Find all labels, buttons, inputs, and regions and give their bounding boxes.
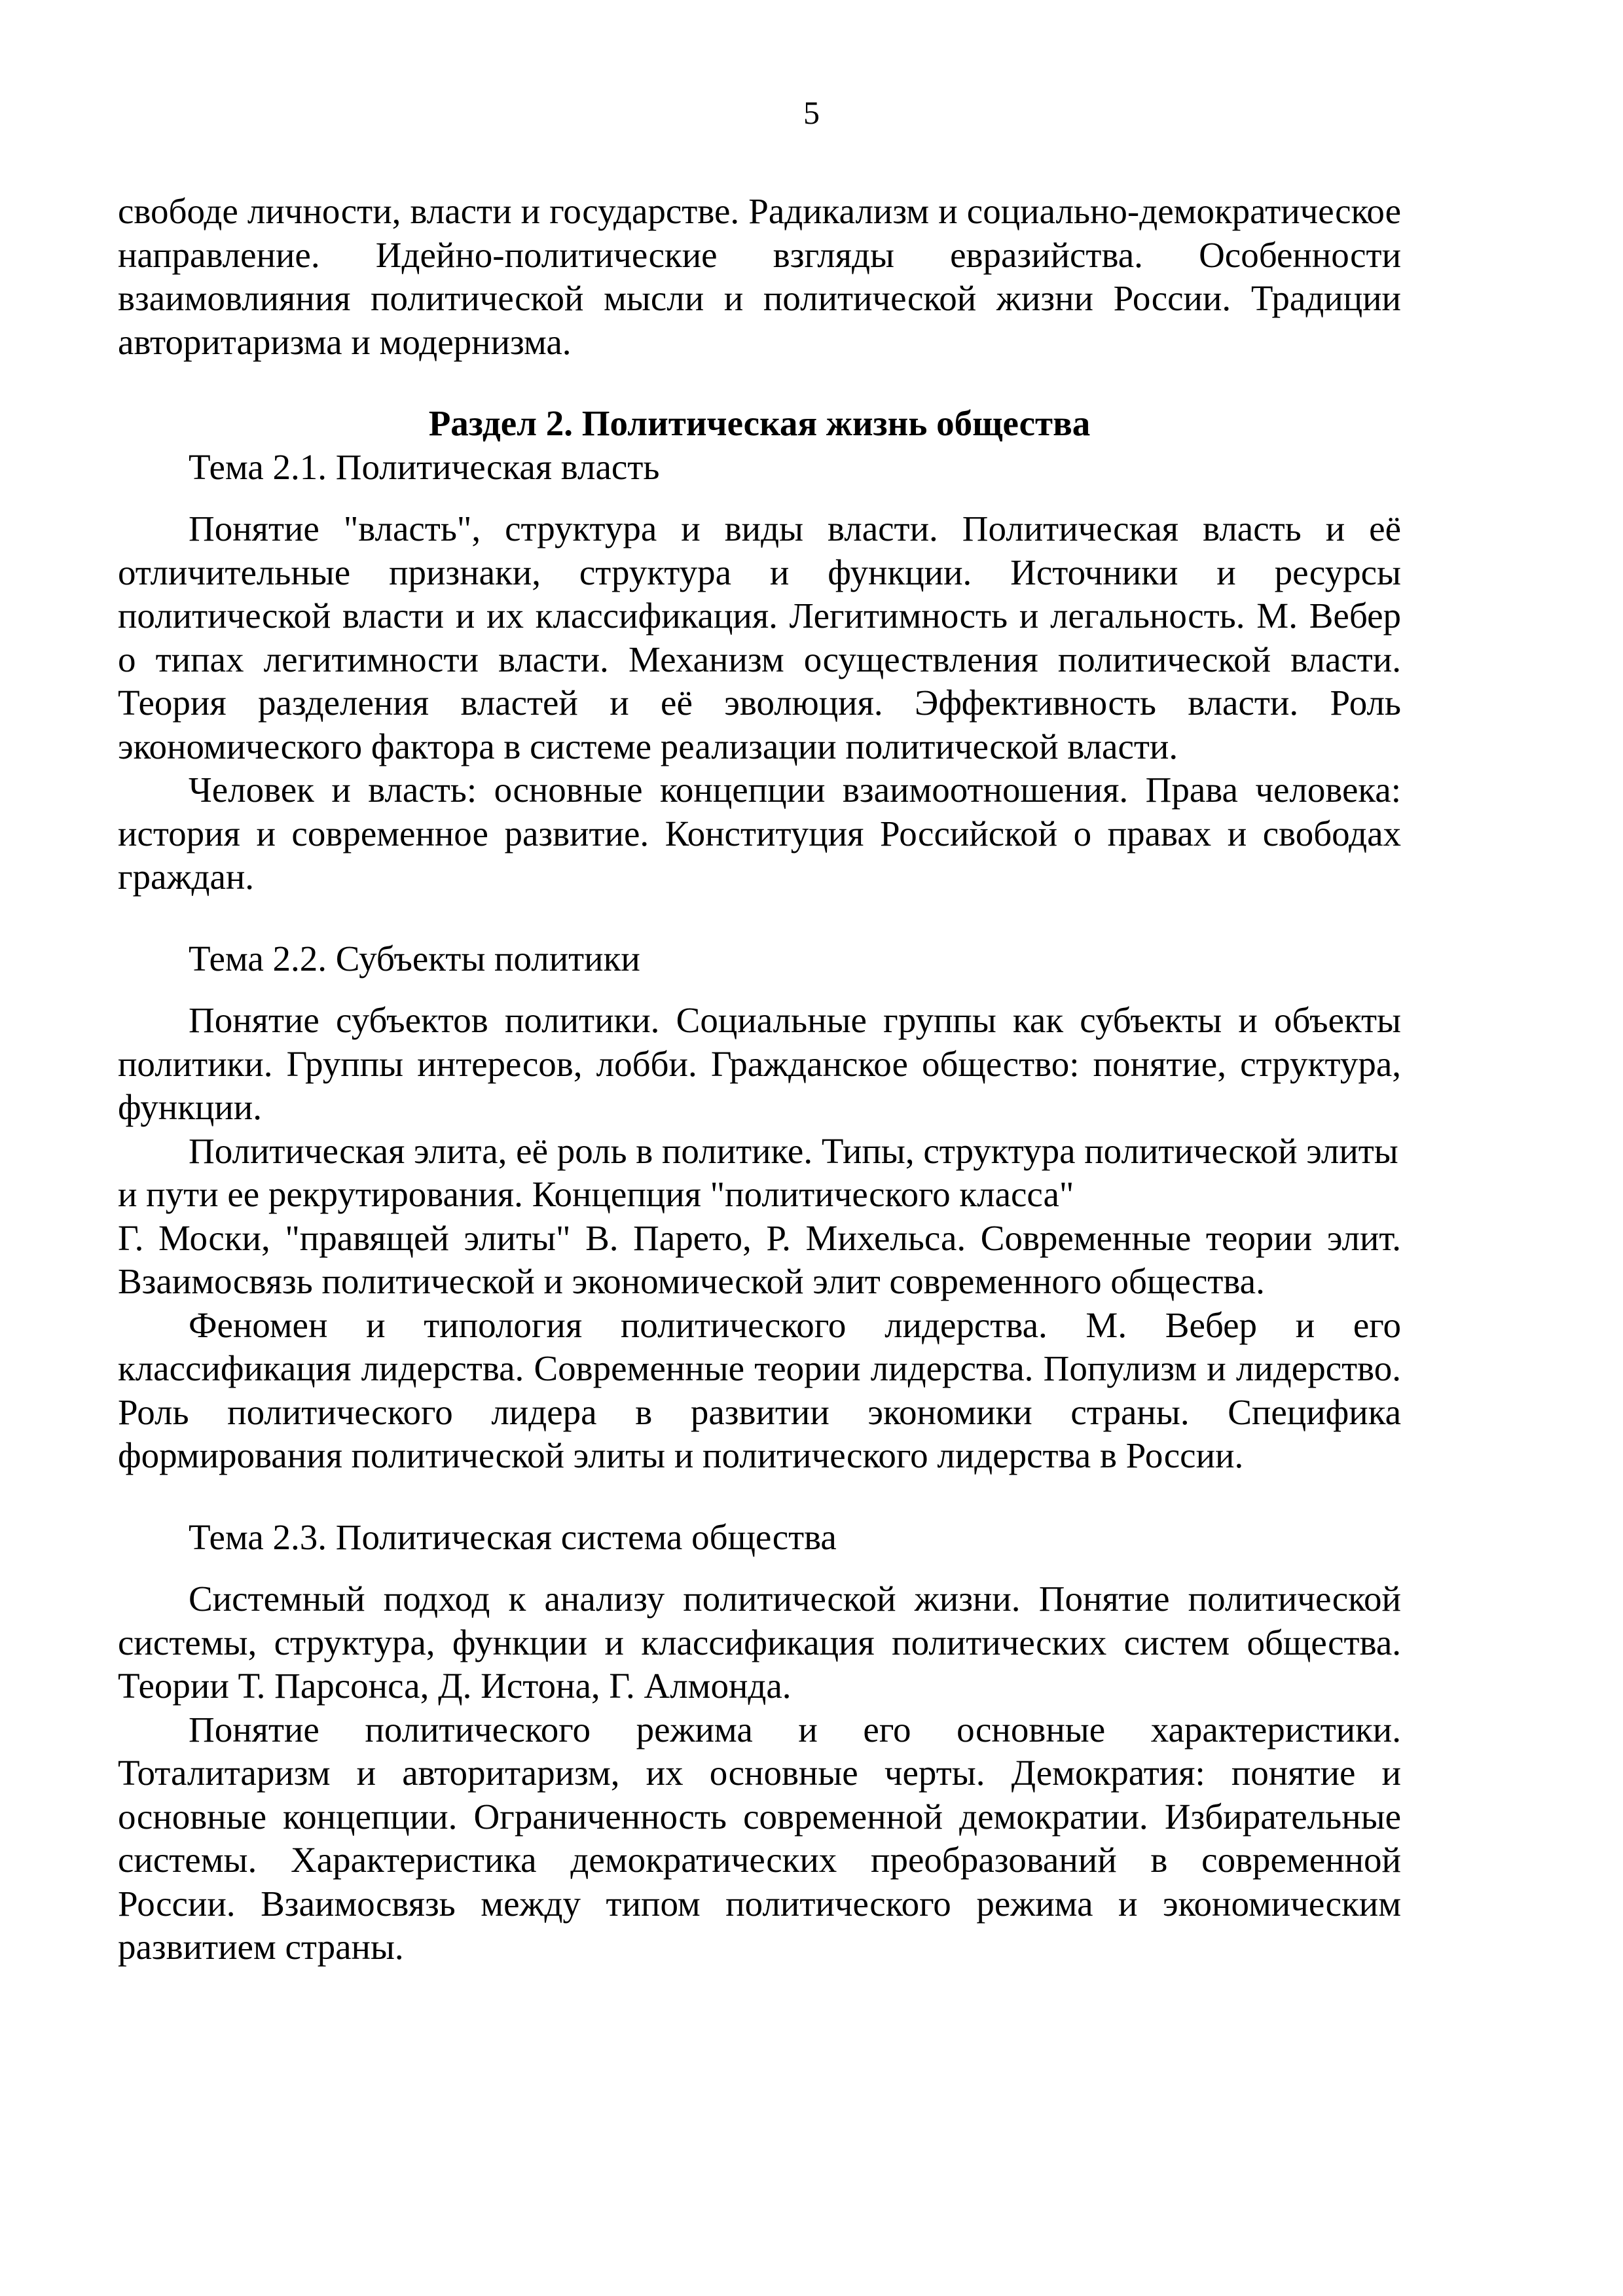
- topic-2-3-paragraph-1: Системный подход к анализу политической жизни. Понятие политической системы, структура, функции и классификация политических систем общества. Теории Т. Парсонса, Д. Истона, Г. Алмонда.: [118, 1579, 1401, 1706]
- topic-title-2-2: Тема 2.2. Субъекты политики: [189, 938, 640, 978]
- topic-2-2-paragraph-1: Понятие субъектов политики. Социальные группы как субъекты и объекты политики. Группы интересов, лобби. Гражданское общество: понятие, структура, функции.: [118, 1000, 1401, 1127]
- topic-2-2-paragraph-3: Г. Моски, "правящей элиты" В. Парето, Р. Михельса. Современные теории элит. Взаимосвязь политической и экономической элит современного общества.: [118, 1217, 1401, 1301]
- topic-title-2-3: Тема 2.3. Политическая система общества: [189, 1516, 837, 1557]
- topic-2-1-paragraph-1: Понятие "власть", структура и виды власти. Политическая власть и её отличительные признаки, структура и функции. Источники и ресурсы политической власти и их классификация. Легитимность и легальность. М. Вебер о типах легитимности власти. Механизм осуществления политической власти. Теория разделения властей и её эволюция. Эффективность власти. Роль экономического фактора в системе реализации политической власти.: [118, 509, 1401, 766]
- topic-2-2-paragraph-2: Политическая элита, её роль в политике. Типы, структура политической элиты и пути ее рекрутирования. Концепция "политического класса": [118, 1130, 1398, 1214]
- intro-paragraph: свободе личности, власти и государстве. Радикализм и социально-демократическое направление. Идейно-политические взгляды евразийства. Особенности взаимовлияния политической мысли и политической жизни России. Традиции авторитаризма и модернизма.: [118, 191, 1401, 362]
- topic-2-2-paragraph-4: Феномен и типология политического лидерства. М. Вебер и его классификация лидерства. Современные теории лидерства. Популизм и лидерство. Роль политического лидера в развитии экономики страны. Специфика формирования политической элиты и политического лидерства в России.: [118, 1304, 1401, 1475]
- page-number: 5: [803, 94, 820, 131]
- section-title: Раздел 2. Политическая жизнь общества: [428, 403, 1091, 443]
- document-body: [118, 190, 1401, 1969]
- topic-2-3-paragraph-2: Понятие политического режима и его основные характеристики. Тоталитаризм и авторитаризм, их основные черты. Демократия: понятие и основные концепции. Ограниченность современной демократии. Избирательные системы. Характеристика демократических преобразований в современной России. Взаимосвязь между типом политического режима и экономическим развитием страны.: [118, 1709, 1401, 1967]
- topic-2-1-paragraph-2: Человек и власть: основные концепции взаимоотношения. Права человека: история и современное развитие. Конституция Российской о правах и свободах граждан.: [118, 770, 1401, 897]
- topic-title-2-1: Тема 2.1. Политическая власть: [189, 446, 660, 487]
